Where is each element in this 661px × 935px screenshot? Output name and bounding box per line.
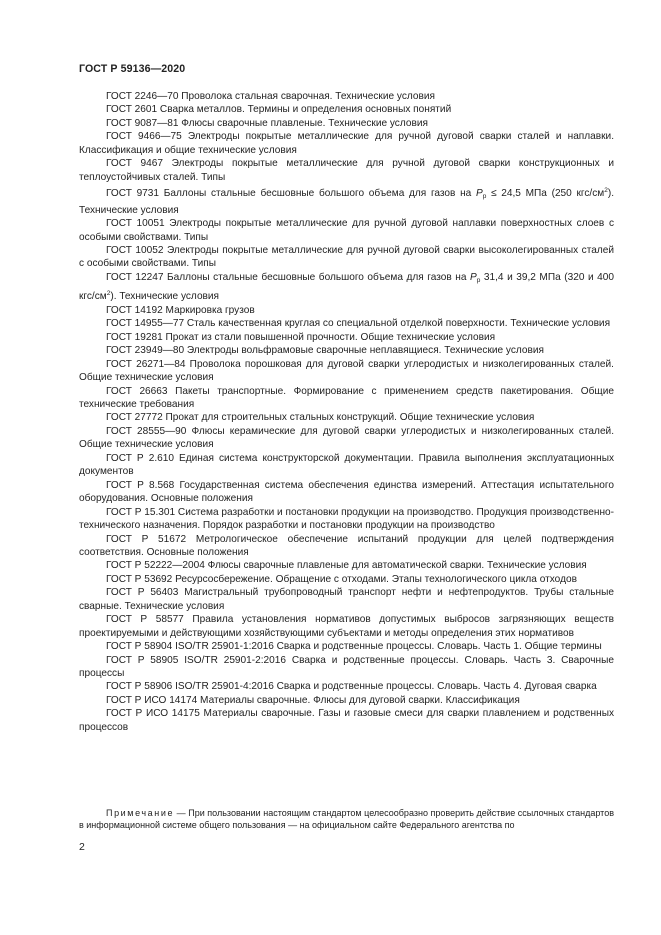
reference-item: ГОСТ 9087—81 Флюсы сварочные плавленые. Технические условия (106, 117, 428, 129)
reference-text: 31,4 и 39,2 МПа (320 и 400 кгс/см (79, 271, 614, 303)
document-header: ГОСТ Р 59136—2020 (79, 63, 186, 75)
reference-item: ГОСТ Р ИСО 14174 Материалы сварочные. Флюсы для дуговой сварки. Классификация (106, 694, 520, 706)
reference-item: ГОСТ 28555—90 Флюсы керамические для дуговой сварки углеродистых и низколегированных сталей. Общие технические условия (79, 425, 614, 451)
reference-item: ГОСТ 27772 Прокат для строительных стальных конструкций. Общие технические условия (106, 412, 535, 424)
pressure-symbol: P (475, 188, 483, 200)
reference-item: ГОСТ 2246—70 Проволока стальная сварочная. Технические условия (106, 91, 435, 102)
pressure-subscript: р (482, 193, 487, 201)
reference-item: ГОСТ 2601 Сварка металлов. Термины и определения основных понятий (106, 104, 452, 116)
unit-superscript: 2 (604, 187, 608, 195)
reference-item: ГОСТ Р 56403 Магистральный трубопроводный транспорт нефти и нефтепродуктов. Трубы стальные сварные. Технические условия (79, 587, 614, 612)
reference-item: ГОСТ 19281 Прокат из стали повышенной прочности. Общие технические условия (106, 331, 496, 343)
reference-item: ГОСТ 14192 Маркировка грузов (106, 304, 255, 316)
reference-item-gost-12247 (79, 271, 614, 304)
pressure-subscript: р (476, 276, 481, 284)
reference-item: ГОСТ Р 2.610 Единая система конструкторской документации. Правила выполнения эксплуатационных документов (79, 452, 614, 478)
note-paragraph (79, 807, 614, 832)
reference-item: ГОСТ 10051 Электроды покрытые металлические для ручной дуговой наплавки поверхностных слоев с особыми свойствами. Типы (79, 218, 614, 243)
reference-item: ГОСТ Р 52222—2004 Флюсы сварочные плавленые для автоматической сварки. Технические условия (106, 560, 587, 572)
reference-item: ГОСТ Р 15.301 Система разработки и постановки продукции на производство. Продукция производственно-технического назначения. Порядок разработки и постановки продукции на производство (79, 506, 614, 532)
reference-item: ГОСТ 26271—84 Проволока порошковая для дуговой сварки углеродистых и низколегированных сталей. Общие технические условия (79, 358, 614, 384)
reference-item: ГОСТ 14955—77 Сталь качественная круглая со специальной отделкой поверхности. Технические условия (106, 318, 611, 330)
page-number: 2 (79, 841, 85, 853)
reference-item: ГОСТ Р 58577 Правила установления нормативов допустимых выбросов загрязняющих веществ проектируемыми и действующими хозяйствующими субъектами и методы определения этих нормативов (79, 614, 614, 639)
reference-item: ГОСТ 9466—75 Электроды покрытые металлические для ручной дуговой сварки сталей и наплавки. Классификация и общие технические условия (79, 131, 614, 156)
reference-item: ГОСТ Р 58905 ISO/TR 25901-2:2016 Сварка и родственные процессы. Словарь. Часть 3. Сварочные процессы (79, 654, 614, 680)
reference-text: ГОСТ 12247 Баллоны стальные бесшовные большого объема для газов на (106, 271, 470, 283)
unit-superscript: 2 (106, 290, 111, 298)
reference-item: ГОСТ 9467 Электроды покрытые металлические для ручной дуговой сварки конструкционных и теплоустойчивых сталей. Типы (79, 158, 614, 183)
reference-item: ГОСТ Р 58904 ISO/TR 25901-1:2016 Сварка и родственные процессы. Словарь. Часть 1. Общие термины (106, 641, 602, 653)
reference-text: ). Технические условия (110, 291, 220, 303)
reference-item: ГОСТ 10052 Электроды покрытые металлические для ручной дуговой сварки высоколегированных сталей с особыми свойствами. Типы (79, 244, 614, 270)
reference-item: ГОСТ Р 51672 Метрологическое обеспечение испытаний продукции для целей подтверждения соответствия. Основные положения (79, 533, 614, 558)
reference-text: ГОСТ 9731 Баллоны стальные бесшовные большого объема для газов на (106, 188, 476, 200)
reference-text: ). Технические условия (79, 188, 614, 216)
pressure-symbol: P (470, 271, 477, 283)
reference-item: ГОСТ Р ИСО 14175 Материалы сварочные. Газы и газовые смеси для сварки плавлением и родственных процессов (79, 708, 614, 733)
reference-item: ГОСТ Р 58906 ISO/TR 25901-4:2016 Сварка и родственные процессы. Словарь. Часть 4. Дуговая сварка (106, 681, 597, 693)
reference-item: ГОСТ Р 8.568 Государственная система обеспечения единства измерений. Аттестация испытательного оборудования. Основные положения (79, 479, 614, 505)
reference-item-gost-9731 (79, 184, 614, 217)
reference-item: ГОСТ 26663 Пакеты транспортные. Формирование с применением средств пакетирования. Общие технические требования (79, 385, 614, 410)
reference-item: ГОСТ Р 53692 Ресурсосбережение. Обращение с отходами. Этапы технологического цикла отходов (106, 573, 577, 585)
reference-item: ГОСТ 23949—80 Электроды вольфрамовые сварочные неплавящиеся. Технические условия (106, 345, 544, 357)
note-label: Примечание (106, 808, 175, 818)
normative-references-list (79, 90, 614, 734)
note-text: — При пользовании настоящим стандартом целесообразно проверить действие ссылочных стандартов в информационной системе общего пользования — на официальном сайте Федерального агентства по (79, 808, 614, 831)
reference-text: ≤ 24,5 МПа (250 кгс/см (486, 188, 605, 200)
